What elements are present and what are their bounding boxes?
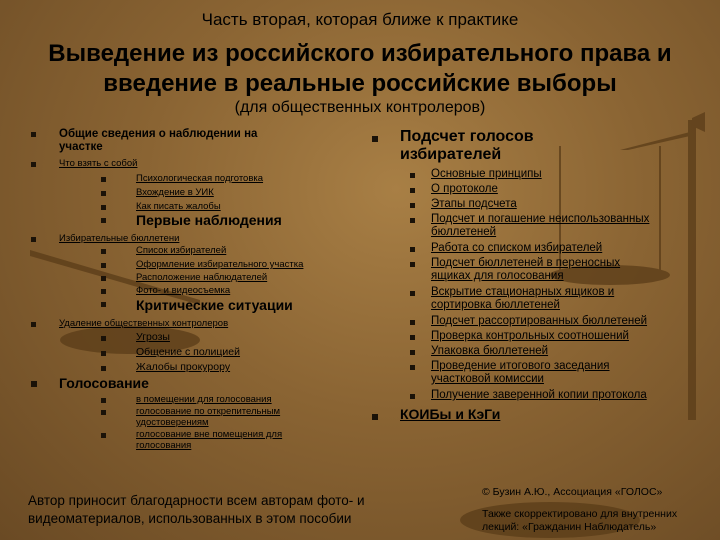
link-police[interactable]: Общение с полицией [136,346,241,358]
bullet-icon [101,351,106,356]
section-first-observations: Первые наблюдения [136,212,282,228]
link-outside-voting-cont[interactable]: голосования [136,440,192,451]
header-subtitle: Часть вторая, которая ближе к практике [201,10,519,29]
bullet-icon [410,262,415,267]
link-opening-boxes-cont[interactable]: сортировка бюллетеней [431,299,560,311]
link-prosecutor[interactable]: Жалобы прокурору [136,361,231,373]
bullet-icon [101,276,106,281]
link-final-meeting-cont[interactable]: участковой комиссии [431,373,544,385]
section-vote-counting-cont: избирателей [400,146,502,163]
link-threats[interactable]: Угрозы [136,331,170,343]
link-voting-in-room[interactable]: в помещении для голосования [136,394,272,405]
section-vote-counting: Подсчет голосов [400,128,534,145]
bullet-icon [101,177,106,182]
section-critical-situations: Критические ситуации [136,297,293,313]
bullet-icon [410,320,415,325]
link-protocol-copy[interactable]: Получение заверенной копии протокола [431,389,647,401]
link-precinct-setup[interactable]: Оформление избирательного участка [136,259,304,270]
link-voter-list-work[interactable]: Работа со списком избирателей [431,242,603,254]
bullet-icon [31,162,36,167]
link-opening-boxes[interactable]: Вскрытие стационарных ящиков и [431,286,615,298]
bullet-icon [410,173,415,178]
audience-note: (для общественных контролеров) [234,99,486,116]
bullet-icon [101,191,106,196]
link-entering-uik[interactable]: Вхождение в УИК [136,187,214,198]
bullet-icon [101,410,106,415]
link-portable-boxes[interactable]: Подсчет бюллетеней в переносных [431,257,621,269]
bullet-icon [101,366,106,371]
copyright: © Бузин А.Ю., Ассоциация «ГОЛОС» [482,486,663,498]
link-sorted-ballots[interactable]: Подсчет рассортированных бюллетеней [431,315,648,327]
bullet-icon [101,433,106,438]
link-voter-list[interactable]: Список избирателей [136,245,227,256]
bullet-icon [410,394,415,399]
link-final-meeting[interactable]: Проведение итогового заседания [431,360,610,372]
revision-note-line2: лекций: «Гражданин Наблюдатель» [482,521,657,533]
link-psych-prep[interactable]: Психологическая подготовка [136,173,264,184]
link-principles[interactable]: Основные принципы [431,168,542,180]
bullet-icon [410,247,415,252]
link-how-to-complain[interactable]: Как писать жалобы [136,201,221,212]
bullet-icon [101,218,106,223]
bullet-icon [101,289,106,294]
link-protocol[interactable]: О протоколе [431,183,498,195]
link-packing-ballots[interactable]: Упаковка бюллетеней [431,345,549,357]
bullet-icon [410,350,415,355]
link-koib[interactable]: КОИБы и КэГи [400,406,501,422]
bullet-icon [101,302,106,307]
bullet-icon [31,132,36,137]
link-removal-of-controllers[interactable]: Удаление общественных контролеров [59,318,229,329]
revision-note-line1: Также скорректировано для внутренних [482,508,678,520]
link-photo-video[interactable]: Фото- и видеосъемка [136,285,231,296]
link-unused-ballots-cont[interactable]: бюллетеней [431,226,497,238]
link-outside-voting[interactable]: голосование вне помещения для [136,429,283,440]
acknowledgement-line2: видеоматериалов, использованных в этом пособии [28,511,352,526]
link-counting-stages[interactable]: Этапы подсчета [431,198,517,210]
bullet-icon [410,365,415,370]
bullet-icon [31,381,37,387]
bullet-icon [101,263,106,268]
link-observer-placement[interactable]: Расположение наблюдателей [136,272,268,283]
link-what-to-bring[interactable]: Что взять с собой [59,158,138,169]
link-control-ratios[interactable]: Проверка контрольных соотношений [431,330,629,342]
bullet-icon [372,136,378,142]
page-title-line2: введение в реальные российские выборы [103,70,617,97]
bullet-icon [101,205,106,210]
link-unused-ballots[interactable]: Подсчет и погашение неиспользованных [431,213,650,225]
bullet-icon [101,398,106,403]
acknowledgement-line1: Автор приносит благодарности всем авторам фото- и [28,493,365,508]
bullet-icon [101,336,106,341]
section-observation-overview-cont: участке [59,141,103,153]
bullet-icon [410,218,415,223]
link-absentee-voting-cont[interactable]: удостоверениям [136,417,209,428]
page-title-line1: Выведение из российского избирательного права и [48,40,672,67]
link-ballots[interactable]: Избирательные бюллетени [59,233,180,244]
link-portable-boxes-cont[interactable]: ящиках для голосования [431,270,564,282]
bullet-icon [410,188,415,193]
bullet-icon [410,335,415,340]
bullet-icon [410,291,415,296]
bullet-icon [372,414,378,420]
section-observation-overview: Общие сведения о наблюдении на [59,128,258,140]
bullet-icon [410,203,415,208]
bullet-icon [101,249,106,254]
link-absentee-voting[interactable]: голосование по открепительным [136,406,281,417]
section-voting: Голосование [59,375,149,391]
bullet-icon [31,237,36,242]
bullet-icon [31,322,36,327]
